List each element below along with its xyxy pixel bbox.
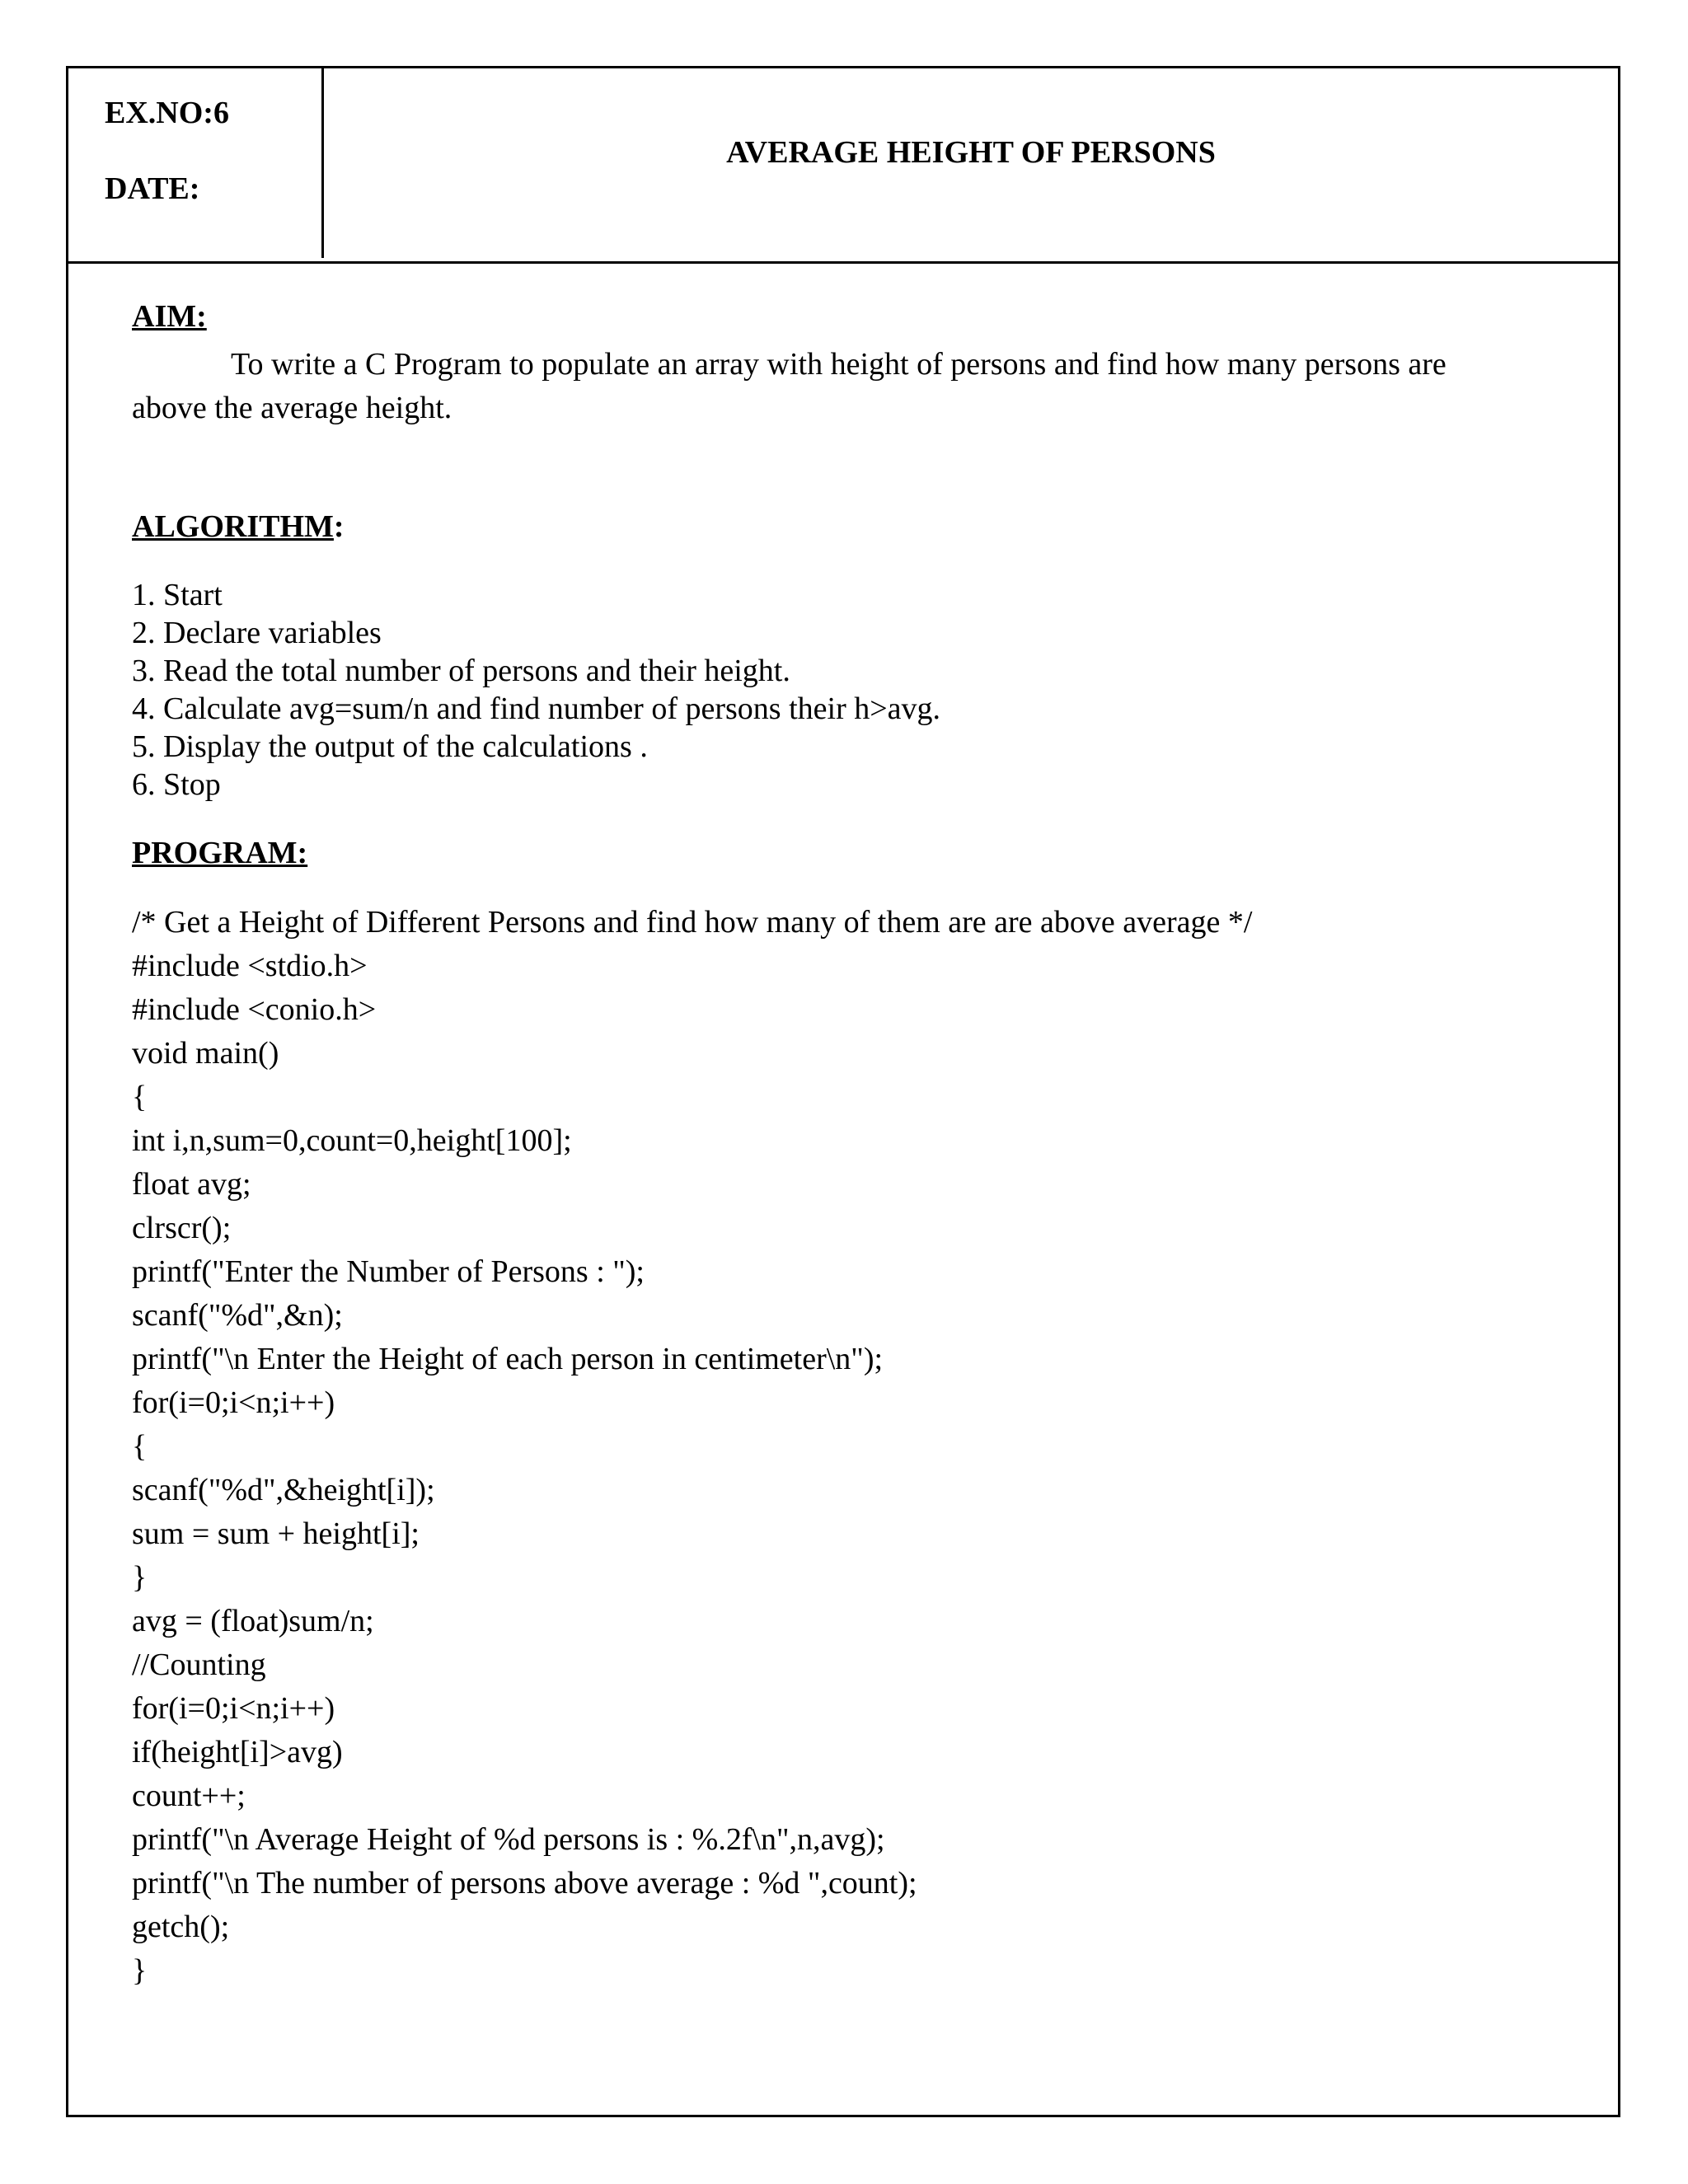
code-line: printf("\n Enter the Height of each person in centimeter\n");	[132, 1342, 884, 1376]
code-line: for(i=0;i<n;i++)	[132, 1385, 335, 1420]
aim-heading-text: AIM:	[132, 299, 207, 334]
program-code	[132, 901, 1517, 1993]
algorithm-heading	[132, 509, 1517, 545]
header-row	[68, 68, 1618, 264]
code-line: float avg;	[132, 1167, 251, 1202]
code-line: #include <stdio.h>	[132, 949, 368, 983]
date-label: DATE:	[105, 171, 200, 206]
code-line: printf("\n The number of persons above average : %d ",count);	[132, 1866, 917, 1900]
header-left-cell	[68, 68, 324, 258]
code-line: //Counting	[132, 1647, 266, 1682]
algorithm-step: 3. Read the total number of persons and their height.	[132, 654, 790, 688]
aim-heading	[132, 298, 1517, 335]
code-line: getch();	[132, 1910, 230, 1944]
exercise-number: EX.NO:6	[105, 96, 229, 130]
code-line: /* Get a Height of Different Persons and find how many of them are are above average */	[132, 905, 1253, 940]
aim-text: To write a C Program to populate an array with height of persons and find how many persons are above the average height.	[132, 347, 1447, 425]
code-line: clrscr();	[132, 1211, 232, 1245]
algorithm-steps	[132, 576, 1517, 804]
code-line: void main()	[132, 1036, 279, 1071]
algorithm-heading-colon: :	[333, 509, 345, 544]
code-line: count++;	[132, 1779, 246, 1813]
code-line: #include <conio.h>	[132, 992, 377, 1027]
code-line: scanf("%d",&n);	[132, 1298, 343, 1333]
algorithm-step: 1. Start	[132, 578, 223, 612]
code-line: }	[132, 1560, 148, 1595]
code-line: for(i=0;i<n;i++)	[132, 1691, 335, 1726]
document-title: AVERAGE HEIGHT OF PERSONS	[726, 135, 1216, 170]
program-heading-text: PROGRAM:	[132, 836, 308, 870]
code-line: if(height[i]>avg)	[132, 1735, 343, 1769]
code-line: }	[132, 1953, 148, 1988]
code-line: sum = sum + height[i];	[132, 1516, 420, 1551]
algorithm-step: 6. Stop	[132, 767, 221, 802]
code-line: scanf("%d",&height[i]);	[132, 1473, 435, 1507]
code-line: int i,n,sum=0,count=0,height[100];	[132, 1123, 572, 1158]
code-line: printf("Enter the Number of Persons : ");	[132, 1254, 645, 1289]
algorithm-step: 2. Declare variables	[132, 616, 382, 650]
code-line: printf("\n Average Height of %d persons is : %.2f\n",n,avg);	[132, 1822, 885, 1857]
program-heading	[132, 835, 1517, 871]
algorithm-heading-text: ALGORITHM	[132, 509, 334, 544]
code-line: {	[132, 1429, 148, 1464]
document-content	[132, 298, 1517, 1993]
algorithm-step: 5. Display the output of the calculations .	[132, 729, 648, 764]
algorithm-step: 4. Calculate avg=sum/n and find number of persons their h>avg.	[132, 691, 941, 726]
code-line: avg = (float)sum/n;	[132, 1604, 374, 1638]
code-line: {	[132, 1080, 148, 1114]
